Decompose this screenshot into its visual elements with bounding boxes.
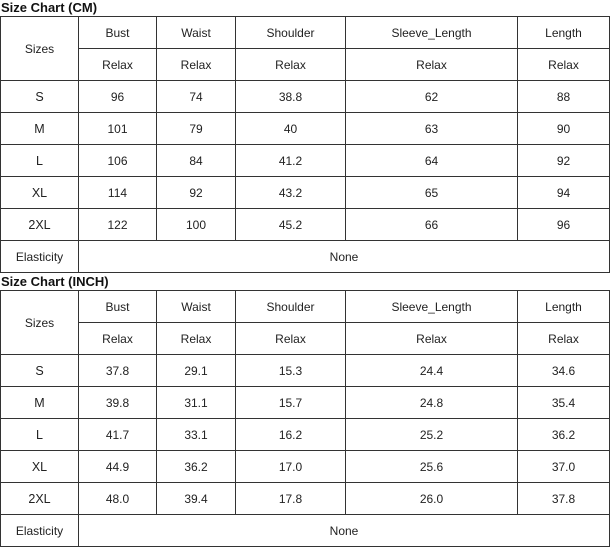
bust-value: 37.8 xyxy=(79,355,157,387)
length-value: 90 xyxy=(518,113,610,145)
column-header-shoulder: Shoulder xyxy=(236,291,346,323)
length-value: 92 xyxy=(518,145,610,177)
column-header-shoulder: Shoulder xyxy=(236,17,346,49)
waist-value: 74 xyxy=(157,81,236,113)
size-chart-inch-section xyxy=(0,274,610,547)
shoulder-value: 15.7 xyxy=(236,387,346,419)
bust-value: 39.8 xyxy=(79,387,157,419)
size-label: S xyxy=(1,355,79,387)
table-row xyxy=(1,113,610,145)
length-value: 94 xyxy=(518,177,610,209)
shoulder-value: 40 xyxy=(236,113,346,145)
subheader-length: Relax xyxy=(518,323,610,355)
subheader-length: Relax xyxy=(518,49,610,81)
sleeve-length-value: 62 xyxy=(346,81,518,113)
size-chart-cm-table xyxy=(0,16,610,273)
shoulder-value: 41.2 xyxy=(236,145,346,177)
size-chart-inch-table xyxy=(0,290,610,547)
waist-value: 31.1 xyxy=(157,387,236,419)
size-chart-cm-title: Size Chart (CM) xyxy=(1,0,98,15)
subheader-row xyxy=(1,49,610,81)
elasticity-label: Elasticity xyxy=(1,515,79,547)
sleeve-length-value: 64 xyxy=(346,145,518,177)
sleeve-length-value: 25.2 xyxy=(346,419,518,451)
table-row xyxy=(1,483,610,515)
waist-value: 36.2 xyxy=(157,451,236,483)
waist-value: 39.4 xyxy=(157,483,236,515)
elasticity-row xyxy=(1,241,610,273)
sleeve-length-value: 65 xyxy=(346,177,518,209)
waist-value: 84 xyxy=(157,145,236,177)
header-row xyxy=(1,291,610,323)
shoulder-value: 16.2 xyxy=(236,419,346,451)
shoulder-value: 17.8 xyxy=(236,483,346,515)
length-value: 34.6 xyxy=(518,355,610,387)
table-row xyxy=(1,387,610,419)
sleeve-length-value: 66 xyxy=(346,209,518,241)
length-value: 37.8 xyxy=(518,483,610,515)
waist-value: 79 xyxy=(157,113,236,145)
size-label: M xyxy=(1,387,79,419)
bust-value: 48.0 xyxy=(79,483,157,515)
subheader-sleeve-length: Relax xyxy=(346,49,518,81)
size-label: S xyxy=(1,81,79,113)
table-row xyxy=(1,419,610,451)
sizes-header: Sizes xyxy=(1,291,79,355)
size-label: M xyxy=(1,113,79,145)
size-label: L xyxy=(1,145,79,177)
subheader-bust: Relax xyxy=(79,323,157,355)
size-label: 2XL xyxy=(1,209,79,241)
subheader-sleeve-length: Relax xyxy=(346,323,518,355)
waist-value: 92 xyxy=(157,177,236,209)
bust-value: 96 xyxy=(79,81,157,113)
size-chart-cm-section xyxy=(0,0,610,273)
waist-value: 100 xyxy=(157,209,236,241)
bust-value: 101 xyxy=(79,113,157,145)
shoulder-value: 38.8 xyxy=(236,81,346,113)
sleeve-length-value: 24.8 xyxy=(346,387,518,419)
size-label: L xyxy=(1,419,79,451)
size-label: XL xyxy=(1,177,79,209)
shoulder-value: 43.2 xyxy=(236,177,346,209)
subheader-shoulder: Relax xyxy=(236,49,346,81)
column-header-bust: Bust xyxy=(79,291,157,323)
elasticity-row xyxy=(1,515,610,547)
elasticity-label: Elasticity xyxy=(1,241,79,273)
column-header-waist: Waist xyxy=(157,291,236,323)
subheader-waist: Relax xyxy=(157,49,236,81)
bust-value: 41.7 xyxy=(79,419,157,451)
length-value: 37.0 xyxy=(518,451,610,483)
subheader-bust: Relax xyxy=(79,49,157,81)
bust-value: 122 xyxy=(79,209,157,241)
table-row xyxy=(1,145,610,177)
sleeve-length-value: 63 xyxy=(346,113,518,145)
shoulder-value: 15.3 xyxy=(236,355,346,387)
bust-value: 106 xyxy=(79,145,157,177)
column-header-sleeve-length: Sleeve_Length xyxy=(346,291,518,323)
waist-value: 33.1 xyxy=(157,419,236,451)
waist-value: 29.1 xyxy=(157,355,236,387)
table-row xyxy=(1,451,610,483)
table-row xyxy=(1,81,610,113)
column-header-waist: Waist xyxy=(157,17,236,49)
header-row xyxy=(1,17,610,49)
size-label: XL xyxy=(1,451,79,483)
column-header-length: Length xyxy=(518,17,610,49)
elasticity-value: None xyxy=(79,515,610,547)
size-chart-inch-title: Size Chart (INCH) xyxy=(1,274,109,289)
subheader-waist: Relax xyxy=(157,323,236,355)
sleeve-length-value: 24.4 xyxy=(346,355,518,387)
length-value: 96 xyxy=(518,209,610,241)
shoulder-value: 17.0 xyxy=(236,451,346,483)
column-header-length: Length xyxy=(518,291,610,323)
length-value: 35.4 xyxy=(518,387,610,419)
column-header-sleeve-length: Sleeve_Length xyxy=(346,17,518,49)
table-row xyxy=(1,355,610,387)
table-row xyxy=(1,177,610,209)
bust-value: 44.9 xyxy=(79,451,157,483)
subheader-row xyxy=(1,323,610,355)
elasticity-value: None xyxy=(79,241,610,273)
table-row xyxy=(1,209,610,241)
length-value: 36.2 xyxy=(518,419,610,451)
sizes-header: Sizes xyxy=(1,17,79,81)
size-label: 2XL xyxy=(1,483,79,515)
sleeve-length-value: 25.6 xyxy=(346,451,518,483)
shoulder-value: 45.2 xyxy=(236,209,346,241)
sleeve-length-value: 26.0 xyxy=(346,483,518,515)
column-header-bust: Bust xyxy=(79,17,157,49)
bust-value: 114 xyxy=(79,177,157,209)
length-value: 88 xyxy=(518,81,610,113)
subheader-shoulder: Relax xyxy=(236,323,346,355)
